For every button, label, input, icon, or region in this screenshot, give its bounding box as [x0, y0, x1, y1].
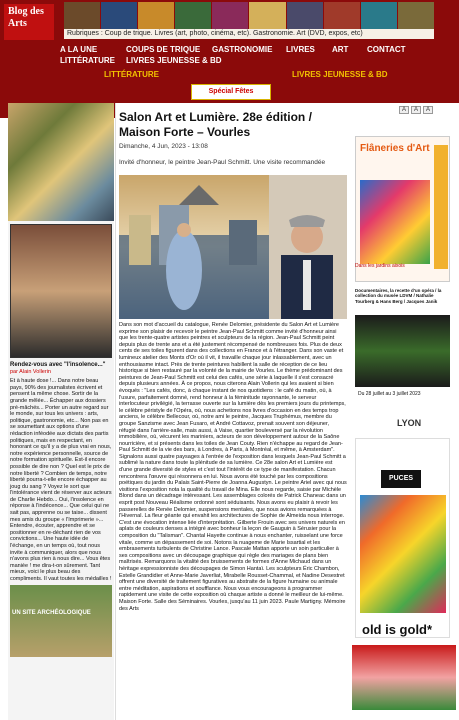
- article-body: Dans son mot d'accueil du catalogue, Renée Delomier, présidente du Salon Art et Lumière exprime son plaisir de recevoir le peintre Jean-Paul Schmitt comme invité d'honneur ainsi que les trente-quatre artistes peintres et sculpteurs de la région. Jean-Paul Schmitt peint depuis plus de trente ans et a été justement récompensé de nombreuses fois. Plus de deux cents de ses toiles figurent dans des collections en France et à l'étranger. Dans son vaste et lumineux atelier des Monts d'Or où il vit, il travaille chaque jour inlassablement, avec un enthousiasme intact. Près de trente peintures habillent la salle de réception de ce lieu historique si bien restauré par la volonté de la mairie de Vourles. Le thème prédominant des peintures de Jean-Paul Schmitt est celui des cafés, une série à laquelle il s'est consacré depuis plusieurs années. À ce propos, nous citerons Alain Vollerin qui les avaient si bien évoqués : "Les cafés, donc, à chaque instant de nos quotidiens : le café du matin, où, à l'usure, parfaitement domné, rend honneur à la féminitude rayonnante, le serveur interlocuteur privilégié, la terrasse ouverte sur la lumière dès les premiers jours du printemps, le célèbre péristyle de l'Opéra, où, nous achetions nos livres d'occasion en des temps trop anciens, le célèbre Bellecour, où, notre ami le peintre, Jacques Truphémus, membre du groupe Sanzisme avec Jean Fusaro, et André Cottavoz, prenait souvent son déjeuner, réfugié dans l'arrière-salle, mais aussi, à Vaise, quartier bouleversé par la révolution immobilière, où, vécurent les mariniers, acteurs de son développement autour de la Saône nourricière, et si présents dans les toiles de Jean Couty. Rien n'échappe au regard de Jean-Paul Schmitt de la vie des bars, à Londres, à Paris, à Montréal, et même, à Amsterdam". Signalons aussi quatre paysages à l'entrée de l'exposition dans lesquels Jean-Paul Schmitt a sublimé la nature dans toute la plénitude de sa lumière. Ce 28e salon Art et Lumière est d'une grande diversité de styles et c'est tout l'intérêt de ce type de manifestation. Chacun rencontrera l'œuvre qui résonnera en lui. Nous avons été touché par les compositions poétiques du jardin du Palais Saint-Pierre de Joanna Augustyn. Le peintre Ariel avec qui nous visitions l'exposition nota la qualité du travail de Mina. Elle nous regarde, saisie par Michèle Blond dans un décadrage intéressant. Les assemblages colorés de Patrick Chaneac dans un esprit post Nouveau Réalisme ordonné sont séduisants. Nous avons eu plaisir à revoir les passerelles de Renée Delomier, suspensions mentales, que nous avions remarquées à l'Hivernal. La fleur géante qui envahit les architectures de Sophie de Almeida nous interroge. C'est une évocation intense liée d'interprétation. Gilberte Frouin avec ses univers naturels en aplats de couleurs denses a intégré avec bonheur la leçon de Gauguin à Sérusier pour la composition du "Talisman". Chantal Hayette continue à nous enchanter, ruisselant une force vitale, comme un dépassement de soi. Notons la nuageme de Marie Issartial et les embrasements turbulents de Christine Lance. Pascale Mattan apporte un soin particulier à ses compositions avec un découpage graphique qui règle des mariages de plans bien maîtrisés. Remarquons la vitalité des bruissements de formes d'Anne Michaud dans un héritage expressionniste des découpages de Simon Hantaï. Les sculpteurs Éric Chambon, Estelle Grandidier et Anne-Marie Javerliat, Mirabelle Rousset-Chammal, et Nadine Desestret offrent une diversité de traitement figuratives au abstraite de la figure humaine ou animale entre méditation, aspirations et soufflance. Nous vous encourageons à programmer rapidement une visite de cette exposition où chaque artiste a donné le meilleur de lui-même. Maison Forte. Salle des Séminaires. Vourles, jusqu'au 11 juin 2023. Paule Martigny. Mémoire des Arts: [119, 322, 347, 612]
- author-link[interactable]: par Alain Vollerin: [10, 368, 51, 375]
- archeo-site-image[interactable]: [10, 585, 112, 657]
- rubriques-line: Rubriques : Coup de trique. Livres (art, photo, cinéma, etc). Gastronomie. Art (DVD, expos, etc): [64, 29, 434, 39]
- lyon-logo: LYON: [397, 418, 422, 428]
- rdv-title: Rendez-vous avec "l'insolence...": [10, 362, 106, 368]
- font-decrease-button[interactable]: A: [399, 106, 409, 114]
- nav-contact[interactable]: CONTACT: [367, 45, 406, 54]
- flaneries-art: [360, 180, 430, 264]
- puces-logo: PUCES: [381, 470, 421, 488]
- music-ad[interactable]: [355, 315, 450, 387]
- nav-litterature[interactable]: LITTÉRATURE: [60, 56, 115, 65]
- nav-livres[interactable]: LIVRES: [286, 45, 315, 54]
- author-line: [10, 369, 112, 376]
- article-title: Salon Art et Lumière. 28e édition / Maison Forte – Vourles: [119, 110, 312, 139]
- old-is-gold-label: old is gold*: [362, 622, 433, 637]
- music-ad-caption: Du 28 juillet au 3 juillet 2023: [358, 391, 421, 397]
- left-editorial: [10, 362, 112, 583]
- flaneries-foot: Dans les jardins aixois: [355, 263, 405, 269]
- main-nav: [60, 45, 455, 65]
- nav-gastronomie[interactable]: GASTRONOMIE: [212, 45, 273, 54]
- flaneries-side-band: [434, 145, 448, 269]
- nav-art[interactable]: ART: [332, 45, 349, 54]
- nav-coups-de-trique[interactable]: COUPS DE TRIQUE: [126, 45, 201, 54]
- author-portrait[interactable]: [10, 224, 112, 358]
- puces-art: [360, 495, 446, 613]
- archeo-site-label: UN SITE ARCHÉOLOGIQUE: [12, 610, 91, 616]
- left-top-image[interactable]: [8, 103, 114, 221]
- article-photo: [119, 175, 347, 319]
- subnav-jeunesse[interactable]: LIVRES JEUNESSE & BD: [292, 70, 388, 79]
- font-increase-button[interactable]: A: [423, 106, 433, 114]
- nav-une[interactable]: A LA UNE: [60, 45, 98, 54]
- flaneries-title: Flâneries d'Art: [360, 143, 430, 154]
- subnav-litterature[interactable]: LITTÉRATURE: [104, 70, 159, 79]
- right-links[interactable]: Documentaires, la recette d'un opéra / la collection du musée LDVM / Nathalie Tourberg & Hans Berg / Jacques Janik: [355, 288, 442, 304]
- left-body: Et à haute dose !... Dans notre beau pays, 90% des journalistes écrivent et pensent la même chose. Sortir de la grande mêlée... Échapper aux dossiers pré-mâchés... Porter un autre regard sur le monde, sur tous les univers : arts, politique, gastronomie, etc... Non pas en se soumettant aux options d'une rédaction inféodée aux dictats des partis politiques, mais en respectant, en honorant ce qu'il y a de plus vrai en nous, notre expérience personnelle, source de notre formation spirituelle. Est-il encore possible de dire non ? Quel est le prix de notre liberté ? Combien de temps, notre liberté pourra-t-elle encore échapper au joug du sang ? Voyez le sort que l'intolérance vient de réserver aux acteurs de Charlie Hebdo... Oui, l'insolence en réponse à l'indécence... Que celui qui ne sait pas, apprenne ou se taise... dissent mes amis du groupe « l'Imprimerie »... Entendre, écouter, apprendre et se positionner en re-déchant rien de vos convictions... Une haute idée de l'échange, en un temps où, tout nous invite à communiquer, alors que nous n'avons plus rien à nous dire... Vous êtes maniée ! me dira-t-on sûrement. Tant mieux, voici le plus beau des compliments. Il vaut toutes les médailles !: [10, 378, 112, 582]
- article-date: Dimanche, 4 Jun, 2023 - 13:08: [119, 143, 208, 150]
- site-logo[interactable]: Blog des Arts: [4, 4, 54, 40]
- font-reset-button[interactable]: A: [411, 106, 421, 114]
- article-intro: Invité d'honneur, le peintre Jean-Paul Schmitt. Une visite recommandée: [119, 159, 326, 166]
- special-fetes-badge[interactable]: Spécial Fêtes: [191, 84, 271, 100]
- bottom-right-ad[interactable]: [352, 645, 456, 710]
- font-size-tools: [399, 106, 433, 114]
- nav-jeunesse[interactable]: LIVRES JEUNESSE & BD: [126, 56, 222, 65]
